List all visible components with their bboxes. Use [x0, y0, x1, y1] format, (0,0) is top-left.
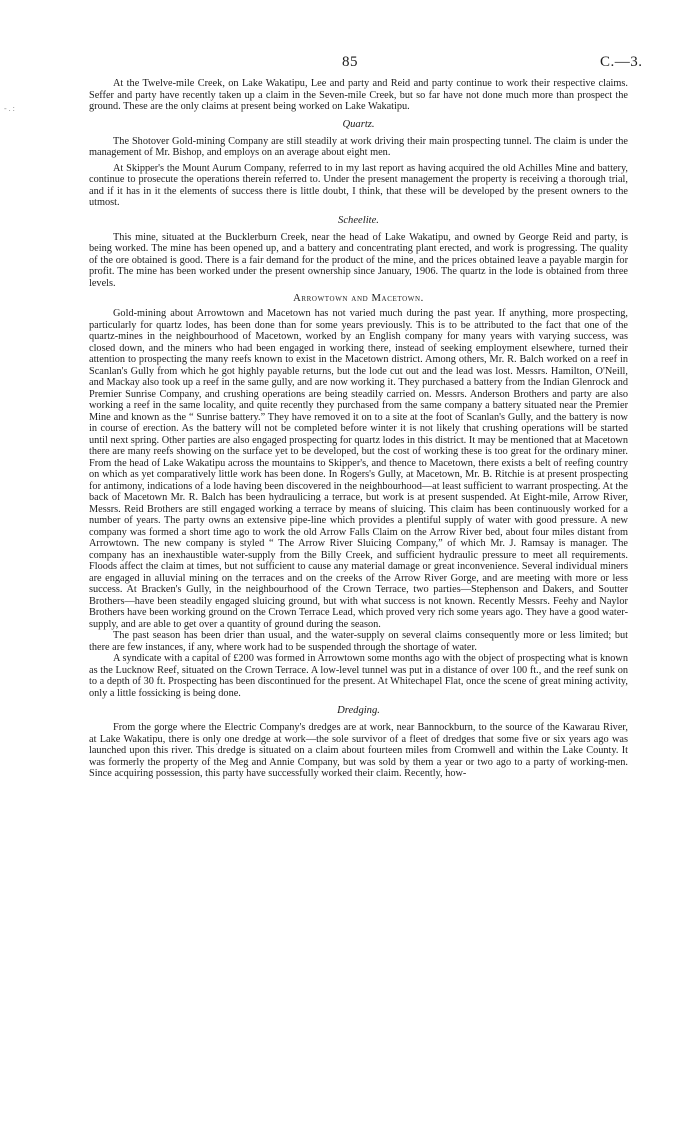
dredging-paragraph: From the gorge where the Electric Company's dredges are at work, near Bannockburn, to the source of the Kawarau River, at Lake Wakatipu, there is only one dredge at work—the sole survivor of a fleet of dredges that some five or six years ago was launched upon this river. This dredge is situated on a claim about fourteen miles from Cromwell and within the Lake County. It was formerly the property of the Meg and Annie Company, but was sold by them a year or two ago to a party of working-men. Since acquiring possession, this party have successfully worked their claim. Recently, how- — [89, 722, 628, 779]
intro-paragraph: At the Twelve-mile Creek, on Lake Wakatipu, Lee and party and Reid and party continue to work their respective claims. Seffer and party have recently taken up a claim in the Seven-mile Creek, but so far have not done much more than prospect the ground. These are the only claims at present being worked on Lake Wakatipu. — [89, 78, 628, 112]
document-reference: C.—3. — [600, 54, 643, 70]
page-number: 85 — [342, 54, 358, 70]
quartz-heading: Quartz. — [342, 118, 375, 130]
arrowtown-paragraph-2: The past season has been drier than usual, and the water-supply on several claims consequently more or less limited; but there are few instances, if any, where work had to be suspended through the shortage of water. — [89, 630, 628, 653]
quartz-paragraph-1: The Shotover Gold-mining Company are still steadily at work driving their main prospecting tunnel. The claim is under the management of Mr. Bishop, and employs on an average about eight men. — [89, 135, 628, 158]
scheelite-heading: Scheelite. — [338, 214, 379, 226]
margin-mark: -.: — [4, 104, 17, 113]
arrowtown-paragraph-3: A syndicate with a capital of £200 was formed in Arrowtown some months ago with the object of prospecting what is known as the Lucknow Reef, situated on the Crown Terrace. A low-level tunnel was put in a distance of over 100 ft., and the reef sunk on to a depth of 30 ft. Prospecting has been discontinued for the present. At Whitechapel Flat, once the scene of great mining activity, only a little fossicking is being done. — [89, 653, 628, 699]
arrowtown-paragraph-1: Gold-mining about Arrowtown and Macetown has not varied much during the past year. If anything, more prospecting, particularly for quartz lodes, has been done than for some years previously. This is to be attributed to the fact that one of the quartz-mines in the neighbourhood of Macetown, worked by an English company for many years with varying success, was closed down, and the miners who had been engaged in working there, instead of seeking employment elsewhere, turned their attention to prospecting the many reefs known to exist in the Macetown district. Among others, Mr. R. Balch worked on a reef in Scanlan's Gully from which he got highly payable returns, but the lode cut out and the lead was lost. Messrs. Hamilton, O'Neill, and Mackay also took up a reef in the same gully, and are now working it. They purchased a battery from the Indian Glenrock and Premier Sunrise Company, and crushing operations are being steadily carried on. Messrs. Anderson Brothers and party are also working a reef in the same locality, and quite recently they purchased from the same company a battery situated near the Premier Mine and known as the “ Sunrise battery.” They have removed it on to a site at the foot of Scanlan's Gully, and the battery is now in course of erection. As the battery will not be completed before winter it is not likely that crushing operations will be started until next spring. Other parties are also engaged prospecting for quartz lodes in this district. It may be mentioned that at Macetown there are many reefs showing on the surface yet to be developed, but the cost of working these is too great for the ordinary miner. From the head of Lake Wakatipu across the mountains to Skipper's, and thence to Macetown, there exists a belt of reefing country on which as yet comparatively little work has been done. In Rogers's Gully, at Macetown, Mr. B. Ritchie is at present prospecting for antimony, indications of a lode having been discovered in the neighbourhood—at least sufficient to warrant prospecting. At the back of Macetown Mr. R. Balch has been hydraulicing a terrace, but work is at present suspended. At Eight-mile, Arrow River, Messrs. Reid Brothers are still engaged working a terrace by means of sluicing. This claim has been continuously worked for a number of years. The party owns an extensive pipe-line which provides a plentiful supply of water with good pressure. A new company was formed a short time ago to work the old Arrow Falls Claim on the Arrow River bed, about four miles distant from Arrowtown. The new company is styled “ The Arrow River Sluicing Company,” of which Mr. J. Ramsay is manager. The company has an inexhaustible water-supply from the Billy Creek, and sufficient hydraulic pressure to meet all requirements. Floods affect the claim at times, but not sufficient to cause any material damage or great inconvenience. Several individual miners are engaged in alluvial mining on the terraces and on the creeks of the Arrow River Gorge, and are meeting with more or less success. At Bracken's Gully, in the neighbourhood of the Crown Terrace, two parties—Stephenson and Dakers, and Soutter Brothers—have been steadily engaged sluicing ground, but with what success is not known. Recently Messrs. Feehy and Naylor Brothers have been working ground on the Crown Terrace Lead, which proved very rich some years ago. They have a good water-supply, and are able to get over a quantity of ground during the season. — [89, 308, 628, 630]
quartz-paragraph-2: At Skipper's the Mount Aurum Company, referred to in my last report as having acquired the old Achilles Mine and battery, continue to prosecute the operations therein referred to. Under the present management the property is receiving a thorough trial, and if it has in it the elements of success there is little doubt, I think, that these will be developed by the present owners to the utmost. — [89, 162, 628, 208]
arrowtown-heading: Arrowtown and Macetown. — [293, 293, 424, 304]
scheelite-paragraph: This mine, situated at the Bucklerburn Creek, near the head of Lake Wakatipu, and owned by George Reid and party, is being worked. The mine has been opened up, and a battery and concentrating plant erected, and work is progressing. The quality of the ore obtained is good. There is a fair demand for the product of the mine, and the prices obtained leave a payable margin for profit. The mine has been worked under the present ownership since January, 1906. The quartz in the lode is obtained from three levels. — [89, 231, 628, 289]
dredging-heading: Dredging. — [337, 705, 380, 716]
text-column — [89, 78, 628, 780]
